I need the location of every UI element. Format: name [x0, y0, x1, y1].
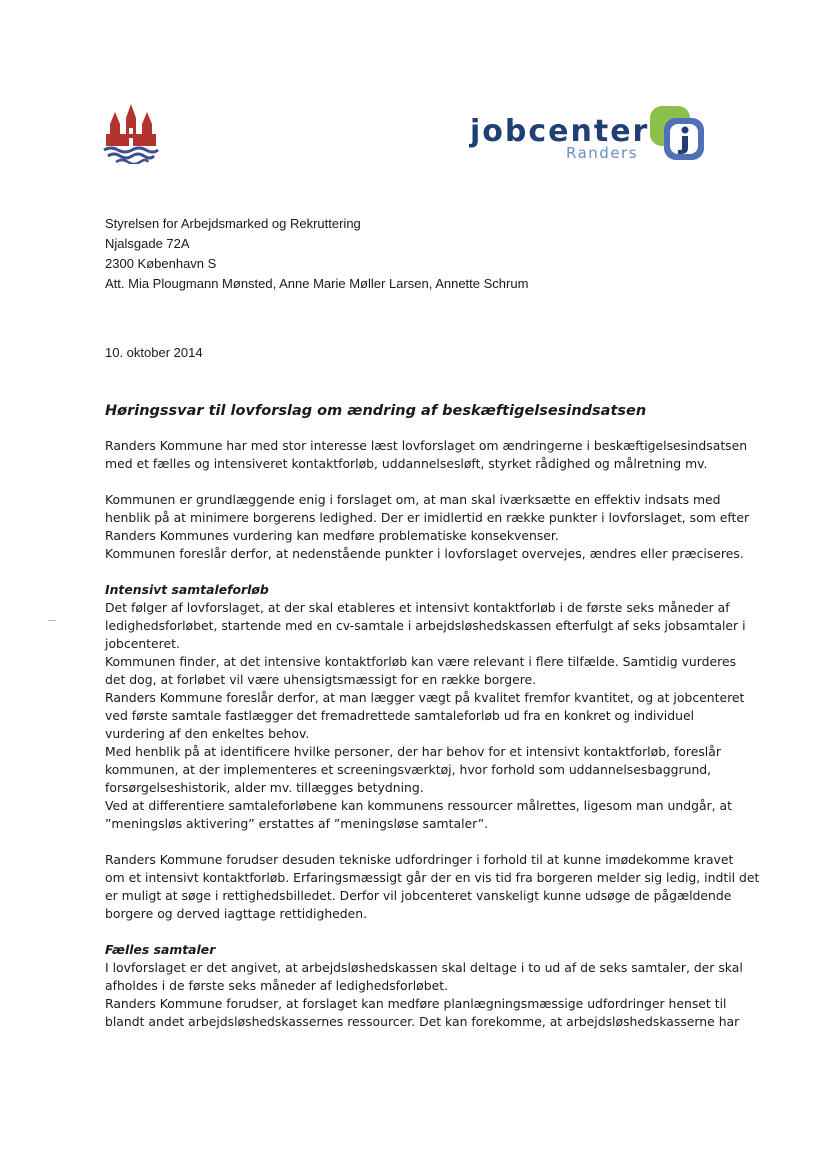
- text-line: Kommunen foreslår derfor, at nedenstående punkter i lovforslaget overvejes, ændres eller præciseres.: [105, 546, 744, 561]
- text-line: med et fælles og intensiveret kontaktforløb, uddannelsesløft, styrket rådighed og målretning mv.: [105, 456, 708, 471]
- text-line: vurdering af den enkeltes behov.: [105, 726, 310, 741]
- section-heading: Intensivt samtaleforløb: [105, 582, 269, 597]
- paragraph: [105, 851, 760, 923]
- paragraph: [105, 599, 745, 833]
- address-line: 2300 København S: [105, 256, 217, 271]
- text-line: det dog, at forløbet vil være uhensigtsmæssigt for en række borgere.: [105, 672, 537, 687]
- text-line: borgere og derved iagttage rettidigheden.: [105, 906, 368, 921]
- address-line: Styrelsen for Arbejdsmarked og Rekruttering: [105, 216, 361, 231]
- logo-sub: Randers: [566, 144, 639, 162]
- text-line: jobcenteret.: [105, 636, 180, 651]
- logo-word: jobcenter: [470, 114, 650, 149]
- paragraph: [105, 437, 748, 473]
- randers-crest-icon: [102, 100, 160, 164]
- text-line: Randers Kommunes vurdering kan medføre problematiske konsekvenser.: [105, 528, 559, 543]
- address-line: Att. Mia Plougmann Mønsted, Anne Marie Møller Larsen, Annette Schrum: [105, 276, 529, 291]
- letter-title: Høringssvar til lovforslag om ændring af beskæftigelsesindsatsen: [105, 403, 647, 419]
- jobcenter-badge-icon: [648, 104, 706, 162]
- letter-date: 10. oktober 2014: [105, 345, 203, 360]
- address-line: Njalsgade 72A: [105, 236, 190, 251]
- text-line: ”meningsløs aktivering” erstattes af ”meningsløse samtaler”.: [105, 816, 489, 831]
- scan-mark: [48, 620, 56, 621]
- section-heading: Fælles samtaler: [105, 942, 216, 957]
- text-line: Det følger af lovforslaget, at der skal etableres et intensivt kontaktforløb i de første seks måneder af: [105, 600, 730, 615]
- recipient-address: [105, 214, 528, 294]
- text-line: Randers Kommune forudser, at forslaget kan medføre planlægningsmæssige udfordringer henset til: [105, 996, 727, 1011]
- letter-body: [105, 402, 760, 1031]
- text-line: Randers Kommune har med stor interesse læst lovforslaget om ændringerne i beskæftigelsesindsatsen: [105, 438, 748, 453]
- text-line: afholdes i de første seks måneder af ledighedsforløbet.: [105, 978, 449, 993]
- text-line: Randers Kommune foreslår derfor, at man lægger vægt på kvalitet fremfor kvantitet, og at jobcenteret: [105, 690, 745, 705]
- text-line: blandt andet arbejdsløshedskassernes ressourcer. Det kan forekomme, at arbejdsløshedskasserne har: [105, 1014, 740, 1029]
- text-line: ved første samtale fastlægger det fremadrettede samtaleforløb ud fra en konkret og individuel: [105, 708, 695, 723]
- text-line: I lovforslaget er det angivet, at arbejdsløshedskassen skal deltage i to ud af de seks samtaler, der skal: [105, 960, 743, 975]
- text-line: ledighedsforløbet, startende med en cv-samtale i arbejdsløshedskassen efterfulgt af seks jobsamtaler i: [105, 618, 746, 633]
- text-line: Kommunen finder, at det intensive kontaktforløb kan være relevant i flere tilfælde. Samtidig vurderes: [105, 654, 737, 669]
- text-line: Med henblik på at identificere hvilke personer, der har behov for et intensivt kontaktforløb, foreslår: [105, 744, 721, 759]
- text-line: Ved at differentiere samtaleforløbene kan kommunens ressourcer målrettes, ligesom man undgår, at: [105, 798, 733, 813]
- text-line: henblik på at minimere borgerens ledighed. Der er imidlertid en række punkter i lovforslaget, som efter: [105, 510, 750, 525]
- paragraph: [105, 959, 745, 1031]
- jobcenter-logo: [470, 104, 710, 164]
- text-line: er muligt at søge i rettighedsbilledet. Derfor vil jobcenteret vanskeligt kunne udsøge de pågældende: [105, 888, 732, 903]
- text-line: kommunen, at der implementeres et screeningsværktøj, hvor forhold som uddannelsesbaggrund,: [105, 762, 712, 777]
- text-line: Randers Kommune forudser desuden tekniske udfordringer i forhold til at kunne imødekomme kravet: [105, 852, 734, 867]
- paragraph: [105, 491, 750, 563]
- text-line: Kommunen er grundlæggende enig i forslaget om, at man skal iværksætte en effektiv indsats med: [105, 492, 721, 507]
- text-line: forsørgelseshistorik, alder mv. tillægges betydning.: [105, 780, 424, 795]
- text-line: om et intensivt kontaktforløb. Erfaringsmæssigt går der en vis tid fra borgeren melder sig ledig, indtil det: [105, 870, 760, 885]
